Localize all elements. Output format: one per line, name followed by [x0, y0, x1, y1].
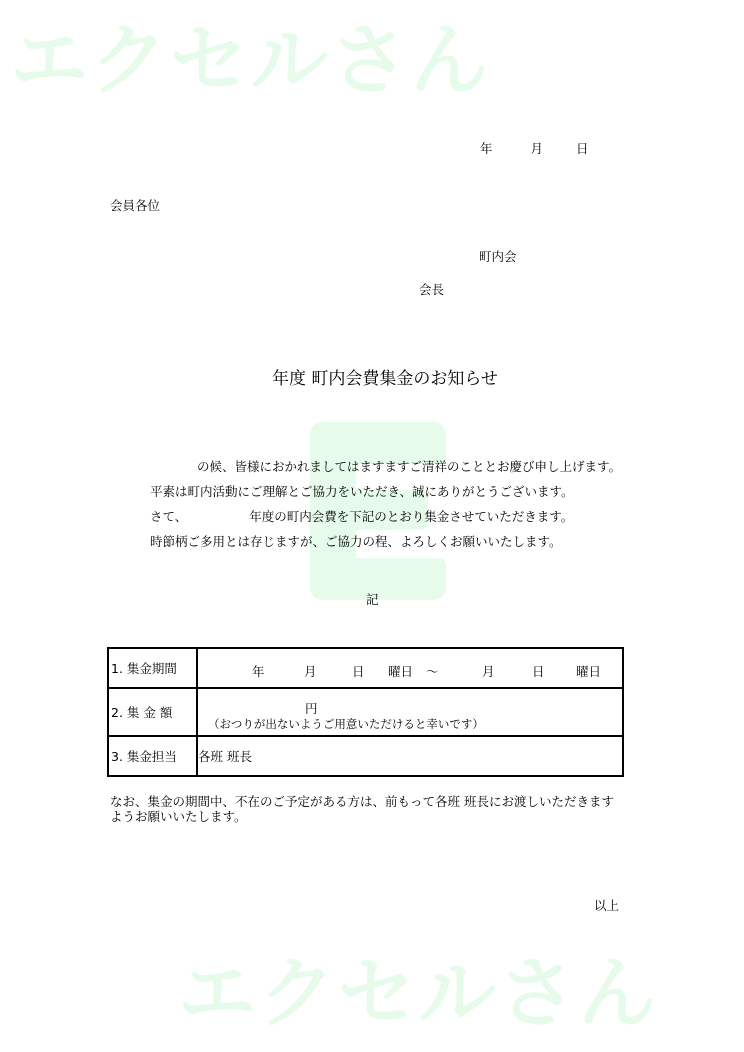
period-month: 月 [304, 664, 317, 679]
body-line-2: 平素は町内活動にご理解とご協力をいただき、誠にありがとうございます。 [150, 484, 574, 499]
amount-yen: 円 [305, 701, 318, 716]
footnote-line-2: ようお願いいたします。 [110, 809, 247, 824]
row-label-amount: 2. 集 金 額 [108, 688, 197, 736]
sender-title: 会長 [419, 282, 445, 297]
footnote-line-1: なお、集金の期間中、不在のご予定がある方は、前もって各班 班長にお渡しいただきます [110, 794, 614, 809]
period-cell [197, 648, 623, 688]
row-label-collector: 3. 集金担当 [108, 736, 197, 776]
details-table [107, 647, 624, 777]
date-year: 年 [480, 141, 493, 156]
period-month-2: 月 [482, 664, 495, 679]
period-day: 日 [352, 664, 365, 679]
recipient: 会員各位 [110, 198, 161, 213]
closing: 以上 [594, 898, 620, 913]
period-year: 年 [252, 664, 265, 679]
period-weekday-2: 曜日 [576, 664, 602, 679]
sender-org: 町内会 [479, 249, 517, 264]
period-tilde: ～ [426, 664, 439, 679]
period-day-2: 日 [532, 664, 545, 679]
watermark-bottom: エクセルさん [178, 949, 659, 1039]
table-row [108, 648, 623, 688]
collector-value: 各班 班長 [197, 736, 623, 776]
amount-note: （おつりが出ないようご用意いただけると幸いです） [208, 717, 484, 731]
body-line-3-end: 年度の町内会費を下記のとおり集金させていただきます。 [249, 509, 574, 524]
body-line-4: 時節柄ご多用とは存じますが、ご協力の程、よろしくお願いいたします。 [150, 534, 562, 549]
date-month: 月 [530, 141, 544, 156]
table-row [108, 736, 623, 776]
date-day: 日 [576, 141, 589, 156]
amount-cell [197, 688, 623, 736]
body-line-1: の候、皆様におかれましてはますますご清祥のこととお慶び申し上げます。 [197, 459, 622, 474]
ki-heading: 記 [366, 592, 379, 607]
row-label-period: 1. 集金期間 [108, 648, 197, 688]
watermark-top: エクセルさん [10, 16, 491, 106]
body-line-3 [150, 511, 573, 524]
period-weekday: 曜日 [388, 664, 414, 679]
page-title: 年度 町内会費集金のお知らせ [272, 369, 498, 389]
date-line [480, 143, 589, 156]
table-row [108, 688, 623, 736]
body-line-3-start: さて、 [150, 509, 188, 524]
